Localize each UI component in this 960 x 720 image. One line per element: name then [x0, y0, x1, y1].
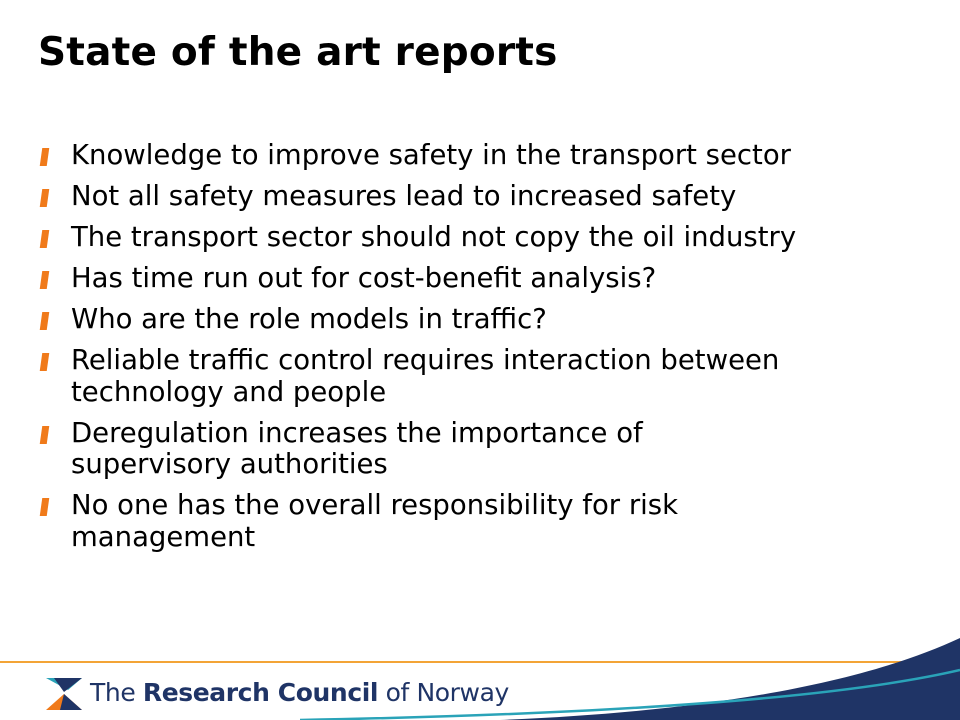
- bullet-text-line-1: Deregulation increases the importance of: [71, 416, 643, 449]
- bullet-item: [38, 418, 938, 481]
- bullet-item: [38, 181, 938, 213]
- bullet-marker-icon: [40, 498, 50, 516]
- logo-suffix: of Norway: [378, 678, 509, 707]
- swoosh-navy: [500, 638, 960, 720]
- bullet-text-line-2: technology and people: [71, 375, 387, 408]
- logo-prefix: The: [90, 678, 143, 707]
- bullet-text-line-1: Reliable traffic control requires interaction between: [71, 344, 780, 376]
- bullet-text: The transport sector should not copy the oil industry: [71, 221, 797, 253]
- bullet-item: [38, 222, 938, 254]
- logo-bold: Research Council: [142, 678, 379, 707]
- bullet-text: Not all safety measures lead to increased safety: [71, 180, 737, 212]
- bullet-marker-icon: [40, 230, 50, 248]
- bullet-item: [38, 140, 938, 172]
- bullet-text-line-1: No one has the overall responsibility for risk: [71, 489, 679, 521]
- bullet-item: [38, 345, 938, 408]
- bullet-text: Has time run out for cost-benefit analysis?: [71, 262, 657, 294]
- bullet-marker-icon: [40, 148, 50, 166]
- bullet-item: [38, 304, 938, 336]
- bullet-item: [38, 490, 938, 553]
- bullet-marker-icon: [40, 426, 50, 444]
- bullet-marker-icon: [40, 271, 50, 289]
- bullet-text: Who are the role models in traffic?: [71, 303, 547, 335]
- bullet-marker-icon: [40, 353, 50, 371]
- bullet-marker-icon: [40, 189, 50, 207]
- bullet-list: [38, 140, 938, 563]
- research-council-logo-icon: [44, 676, 84, 712]
- slide-title: State of the art reports: [38, 30, 558, 75]
- organization-logo-text: [90, 678, 509, 707]
- bullet-marker-icon: [40, 312, 50, 330]
- bullet-text-line-2: management: [71, 520, 256, 553]
- bullet-text-line-2: supervisory authorities: [71, 448, 388, 480]
- bullet-text: Knowledge to improve safety in the transport sector: [71, 139, 791, 171]
- bullet-item: [38, 263, 938, 295]
